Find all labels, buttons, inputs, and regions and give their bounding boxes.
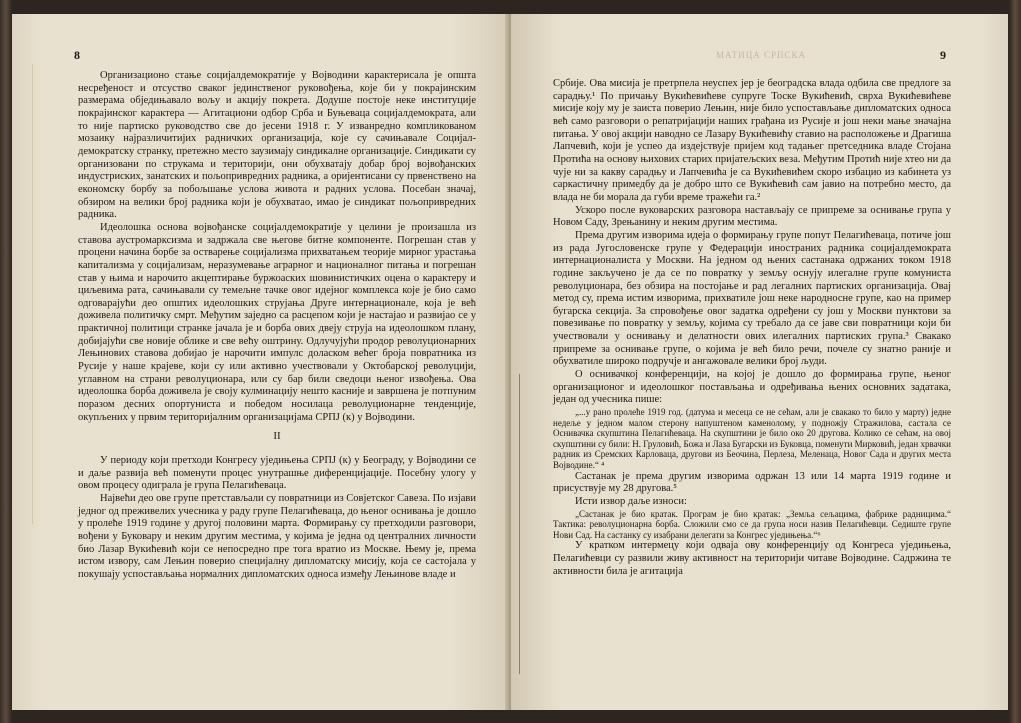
paragraph: Идеолошка основа војвођанске социјалдемократије у целини је произашла из ставова аустромарксизма и задржала све његове битне компоненте. Погрешан став у процени начина борбе за остварење социјализма прихватањем теорије мирног урастања капитализма у социјализам, неразумевање аграрног и националног питања и погрешан став у њима и нарочито акцептирање буржоаских шовинистичких оцена о карактеру и циљевима рата, сачињавали су темељне тачке овог идејног комплекса које је био само одговарајући део општих идеолошких струјања Друге интернационале, која је већ доживела политичку смрт. Међутим заједно са расцепом који је настајао и развијао се у практичној политици странке јачала је и борба ових двеју струја на идеолошком плану, добијајући све новије облике и све већу оштрину. Одлучујући продор револуционарних Лењинових ставова добијао је нарочити импулс доласком већег броја повратника из Русије у наше крајеве, који су или активно учествовали у Октобарској револуцији, углавном на страни револуционара, или су бар били сведоци њеног извођења. Ова идеолошка борба доживела је своју кулминацију нешто касније и завршена је потпуним поразом десних опортуниста и победом носилаца револуционарне тенденције, окупљених у првим територијалним организацијама СРПЈ (к) у Војводини.	[78, 221, 476, 423]
paragraph: Организационо стање социјалдемократије у Војводини карактерисала је општа несређеност и отсуство сваког јединственог руковођења, које би у покрајинским размерама обједињавало вољу и акцију покрета. Додуше постоје неке институције покрајинског карактера — Агитациони одбор Срба и Буњеваца социјалдемократа, али то није партиско руководство све до јесени 1918 г. У изванредно компликованом мозаику најразличитијих радничких организација, које су сачињавале Социјал-демократску странку, претежно место заузимају синдикалне организације. Синдикати су организовани по струкама и територији, они обухватају добар број војвођанских индустриских, занатских и пољопривредних радника, а оријентисани су првенствено на економску борбу за побољшање услова живота и радних услова. Посебан значај, обзиром на велики број радника који је обухватао, имао је синдикат пољопривредних радника.	[78, 70, 476, 221]
paragraph: У кратком интермецу који одваја ову конференцију од Конгреса уједињења, Пелагићевци су развили живу активност на територији читаве Војводине. Садржина те активности била је агитација	[553, 540, 951, 577]
block-quote: „...у рано пролеће 1919 год. (датума и месеца се не сећам, али је свакако то било у марту) једне недеље у једном малом стерону напуштеном каменолому, у подножју Стражилова, састала се Оснивачка скупштина Пелагићеваца. На скупштини је било око 20 другова. Колико се сећам, на овој скупштини су били: Н. Груловић, Божа и Лаза Бугарски из Буковца, поменути Мирковић, један хрвачки радник из Сремских Карловаца, другови из Беочина, Перлеза, Меленаца, Новог Сада и других места Војводине.“ ⁴	[553, 407, 951, 471]
right-page	[511, 14, 1008, 710]
paragraph: Исти извор даље износи:	[575, 495, 687, 507]
paragraph: О оснивачкој конференцији, на којој је дошло до формирања групе, њеног организационог и идеолошког постављања и одређивања њених основних задатака, један од учесника пише:	[553, 369, 951, 406]
bleed-through-header: МАТИЦА СРПСКА	[716, 50, 806, 60]
margin-shadow	[32, 64, 33, 524]
page-number-right: 9	[940, 48, 946, 62]
left-page	[12, 14, 509, 710]
paragraph: У периоду који претходи Конгресу уједињења СРПЈ (к) у Београду, у Војводини се и даље развија већ поменути процес унутрашње диференцијације. Посебну улогу у овом процесу одиграла је група Пелагићеваца.	[78, 455, 476, 492]
margin-shadow	[519, 374, 520, 674]
right-page-text	[553, 78, 951, 578]
paragraph: Ускоро после вуковарских разговора настављају се припреме за оснивање група у Новом Саду, Зрењанину и неким другим местима.	[553, 204, 951, 229]
section-number: II	[273, 430, 281, 443]
paragraph: Састанак је према другим изворима одржан 13 или 14 марта 1919 године и присуствује му 28 другова.⁵	[553, 470, 951, 495]
left-page-text	[78, 70, 476, 582]
page-number-left: 8	[74, 48, 80, 62]
paragraph: Према другим изворима идеја о формирању групе попут Пелагићеваца, потиче још из рада Југословенске групе у Федерацији иностраних радника социјалдемократа интернационалиста у Москви. На једном од њених састанака одржаних током 1918 године закључено је да се по повратку у земљу оснују илегалне групе комуниста револуционара, без обзира на постојање и рад легалних партиских организација. Овај метод су, према истим изворима, прихватиле још неке народносне групе, као на пример бугарска секција. За спровођење овог задатка одређени су још у Москви пунктови за повезивање по повратку у земљу, којима су требало да се јаве сви повратници који би учествовали у оснивању и делатности ових илегалних партиских група.³ Свакако припреме за оснивање групе, о којима је већ било речи, почеле су знатно раније и обухватиле широко подручје и ангажовале велики број људи.	[553, 229, 951, 368]
paragraph: Србије. Ова мисија је претрпела неуспех јер је београдска влада одбила све предлоге за сарадњу.¹ По причању Вукићевићеве супруге Тоске Вукићевић, сврха Вукићевићеве мисије коју му је заиста поверио Лењин, није било успостављање дипломатских односа већ само разговори о репатријацији наших грађана из Русије и још неки мање значајна питања. У овој акцији наводно се Лазару Вукићевићу ставио на расположење и Драгиша Лапчевић, који је успео да издејствује пријем код тадањег претседника владе Стојана Протића на основу њихових старих пријатељских веза. Међутим Протић није хтео ни да чује ни за какву сарадњу и Лапчевића је са Вукићевићем скоро избацио из кабинета уз саркастичну примедбу да је добро што се Вукићевић сам јавио на потребно место, да влада не би морала да губи време тражећи га.²	[553, 78, 951, 203]
paragraph: Највећи део ове групе претстављали су повратници из Совјетског Савеза. По изјави једног од преживелих учесника у раду групе Пелагићеваца, до њеног оснивања је дошло у пролеће 1919 године у другој половини марта. Формирању су претходили разговори, вођени у Буковару и неким другим местима, у којима је једна од централних личности био Лазар Вукићевић који се непосредно пре тога вратио из Москве. Њему је, према истом извору, сам Лењин поверио специјалну дипломатску мисију, која се састојала у покушају успостављања нормалних дипломатских односа између Лењинове владе и	[78, 493, 476, 580]
block-quote: „Састанак је био кратак. Програм је био кратак: „Земља сељацима, фабрике радницима.“ Тактика: револуционарна борба. Сложили смо се да група носи назив Пелагићевци. Седиште групе Нови Сад. На састанку су изабрани делегати за Конгрес уједињења.“⁶	[553, 508, 951, 540]
